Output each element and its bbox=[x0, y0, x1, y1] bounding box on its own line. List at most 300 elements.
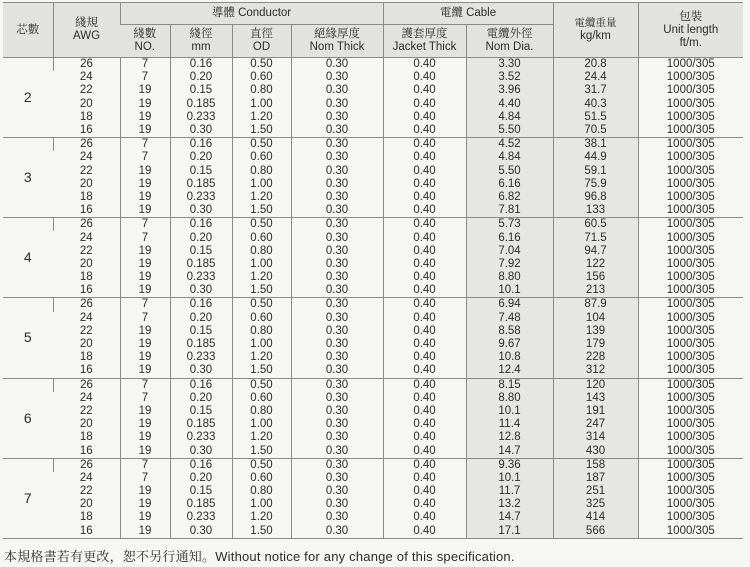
ins-cell: 0.30 bbox=[291, 392, 383, 405]
od-cell: 14.7 bbox=[466, 444, 553, 458]
wt-cell: 156 bbox=[553, 271, 638, 284]
ins-cell: 0.30 bbox=[291, 151, 383, 164]
awg-cell: 26 bbox=[53, 458, 120, 472]
ins-cell: 0.30 bbox=[291, 511, 383, 524]
wt-cell: 104 bbox=[553, 312, 638, 325]
dia-cell: 0.233 bbox=[170, 111, 232, 124]
awg-cell: 22 bbox=[79, 164, 93, 177]
pk-cell: 1000/305 bbox=[638, 218, 743, 232]
wt-cell: 38.1 bbox=[553, 138, 638, 152]
cod-cell: 1.50 bbox=[232, 364, 291, 378]
strands-cell: 19 bbox=[120, 165, 170, 178]
strands-cell: 7 bbox=[120, 378, 170, 392]
jk-cell: 0.40 bbox=[383, 151, 466, 164]
cod-cell: 1.50 bbox=[232, 204, 291, 218]
jk-cell: 0.40 bbox=[383, 191, 466, 204]
table-row bbox=[3, 338, 743, 351]
wt-cell: 228 bbox=[553, 351, 638, 364]
cod-cell: 0.60 bbox=[232, 392, 291, 405]
awg-cell: 24 bbox=[79, 151, 93, 164]
dia-cell: 0.233 bbox=[170, 191, 232, 204]
header-awg-cn: 綫規 bbox=[75, 17, 98, 29]
pk-cell: 1000/305 bbox=[638, 338, 743, 351]
awg-cell: 20 bbox=[79, 498, 93, 511]
od-cell: 7.04 bbox=[466, 245, 553, 258]
dia-cell: 0.233 bbox=[170, 511, 232, 524]
cod-cell: 0.80 bbox=[232, 165, 291, 178]
table-row bbox=[3, 351, 743, 364]
jk-cell: 0.40 bbox=[383, 485, 466, 498]
table-row bbox=[3, 312, 743, 325]
ins-cell: 0.30 bbox=[291, 204, 383, 218]
strands-cell: 7 bbox=[120, 392, 170, 405]
pk-cell: 1000/305 bbox=[638, 498, 743, 511]
wt-cell: 59.1 bbox=[553, 165, 638, 178]
cod-cell: 0.60 bbox=[232, 151, 291, 164]
pk-cell: 1000/305 bbox=[638, 165, 743, 178]
od-cell: 7.81 bbox=[466, 204, 553, 218]
ins-cell: 0.30 bbox=[291, 165, 383, 178]
pk-cell: 1000/305 bbox=[638, 418, 743, 431]
dia-cell: 0.233 bbox=[170, 271, 232, 284]
pk-cell: 1000/305 bbox=[638, 204, 743, 218]
dia-cell: 0.15 bbox=[170, 485, 232, 498]
dia-cell: 0.20 bbox=[170, 392, 232, 405]
cod-cell: 1.00 bbox=[232, 258, 291, 271]
ins-cell: 0.30 bbox=[291, 98, 383, 111]
strands-cell: 7 bbox=[120, 458, 170, 472]
od-cell: 13.2 bbox=[466, 498, 553, 511]
jk-cell: 0.40 bbox=[383, 511, 466, 524]
awg-cell: 16 bbox=[53, 124, 120, 138]
ins-cell: 0.30 bbox=[291, 444, 383, 458]
cod-cell: 1.00 bbox=[232, 178, 291, 191]
awg-cell: 22 bbox=[79, 84, 93, 97]
od-cell: 9.36 bbox=[466, 458, 553, 472]
header-strands-en: NO. bbox=[134, 41, 155, 53]
pk-cell: 1000/305 bbox=[638, 405, 743, 418]
wt-cell: 44.9 bbox=[553, 151, 638, 164]
wt-cell: 70.5 bbox=[553, 124, 638, 138]
table-row bbox=[3, 444, 743, 458]
awg-cell: 26 bbox=[53, 218, 120, 232]
table-row bbox=[3, 364, 743, 378]
strands-cell: 7 bbox=[120, 218, 170, 232]
od-cell: 12.8 bbox=[466, 431, 553, 444]
jk-cell: 0.40 bbox=[383, 98, 466, 111]
awg-cell: 24 bbox=[79, 71, 93, 84]
dia-cell: 0.16 bbox=[170, 58, 232, 72]
ins-cell: 0.30 bbox=[291, 364, 383, 378]
awg-cell: 20 bbox=[79, 177, 93, 190]
cod-cell: 0.80 bbox=[232, 325, 291, 338]
header-cond-od-en: OD bbox=[252, 41, 271, 53]
wt-cell: 96.8 bbox=[553, 191, 638, 204]
wt-cell: 325 bbox=[553, 498, 638, 511]
pk-cell: 1000/305 bbox=[638, 284, 743, 298]
awg-cell: 24 bbox=[79, 471, 93, 484]
wt-cell: 40.3 bbox=[553, 98, 638, 111]
cod-cell: 1.00 bbox=[232, 98, 291, 111]
awg-cell: 24 bbox=[79, 231, 93, 244]
cod-cell: 0.50 bbox=[232, 298, 291, 312]
cod-cell: 0.60 bbox=[232, 231, 291, 244]
ins-cell: 0.30 bbox=[291, 312, 383, 325]
pk-cell: 1000/305 bbox=[638, 245, 743, 258]
jk-cell: 0.40 bbox=[383, 284, 466, 298]
header-outer-dia bbox=[466, 25, 553, 58]
jk-cell: 0.40 bbox=[383, 124, 466, 138]
strands-cell: 19 bbox=[120, 245, 170, 258]
ins-cell: 0.30 bbox=[291, 431, 383, 444]
pk-cell: 1000/305 bbox=[638, 258, 743, 271]
ins-cell: 0.30 bbox=[291, 378, 383, 392]
footer-notice: 本規格書若有更改，恕不另行通知。Without notice for any change of this specification. bbox=[4, 549, 515, 564]
cable-spec-table bbox=[3, 3, 743, 539]
dia-cell: 0.16 bbox=[170, 298, 232, 312]
cod-cell: 1.50 bbox=[232, 525, 291, 539]
table-row bbox=[3, 431, 743, 444]
table-row bbox=[3, 525, 743, 539]
wt-cell: 430 bbox=[553, 444, 638, 458]
cod-cell: 0.80 bbox=[232, 485, 291, 498]
jk-cell: 0.40 bbox=[383, 431, 466, 444]
od-cell: 5.50 bbox=[466, 165, 553, 178]
strands-cell: 19 bbox=[120, 418, 170, 431]
header-strand-dia bbox=[170, 25, 232, 58]
wt-cell: 75.9 bbox=[553, 178, 638, 191]
jk-cell: 0.40 bbox=[383, 218, 466, 232]
jk-cell: 0.40 bbox=[383, 71, 466, 84]
wt-cell: 71.5 bbox=[553, 231, 638, 244]
table-row bbox=[3, 178, 743, 191]
cod-cell: 0.80 bbox=[232, 84, 291, 97]
cod-cell: 1.00 bbox=[232, 338, 291, 351]
dia-cell: 0.233 bbox=[170, 351, 232, 364]
dia-cell: 0.20 bbox=[170, 231, 232, 244]
ins-cell: 0.30 bbox=[291, 218, 383, 232]
wt-cell: 312 bbox=[553, 364, 638, 378]
wt-cell: 251 bbox=[553, 485, 638, 498]
cod-cell: 1.20 bbox=[232, 111, 291, 124]
od-cell: 4.84 bbox=[466, 111, 553, 124]
strands-cell: 7 bbox=[120, 151, 170, 164]
strands-cell: 19 bbox=[120, 204, 170, 218]
ins-cell: 0.30 bbox=[291, 71, 383, 84]
wt-cell: 414 bbox=[553, 511, 638, 524]
pk-cell: 1000/305 bbox=[638, 98, 743, 111]
strands-cell: 19 bbox=[120, 178, 170, 191]
od-cell: 7.92 bbox=[466, 258, 553, 271]
ins-cell: 0.30 bbox=[291, 351, 383, 364]
table-row bbox=[3, 124, 743, 138]
pk-cell: 1000/305 bbox=[638, 378, 743, 392]
table-header bbox=[3, 3, 743, 58]
strands-cell: 19 bbox=[120, 525, 170, 539]
awg-cell: 16 bbox=[53, 204, 120, 218]
dia-cell: 0.20 bbox=[170, 472, 232, 485]
strands-cell: 19 bbox=[120, 84, 170, 97]
wt-cell: 24.4 bbox=[553, 71, 638, 84]
dia-cell: 0.16 bbox=[170, 458, 232, 472]
pk-cell: 1000/305 bbox=[638, 138, 743, 152]
awg-cell: 18 bbox=[79, 190, 93, 203]
header-cond-od bbox=[232, 25, 291, 58]
od-cell: 11.4 bbox=[466, 418, 553, 431]
od-cell: 6.82 bbox=[466, 191, 553, 204]
dia-cell: 0.185 bbox=[170, 98, 232, 111]
header-cores: 芯數 bbox=[3, 3, 53, 58]
header-awg bbox=[53, 3, 120, 58]
strands-cell: 19 bbox=[120, 444, 170, 458]
pk-cell: 1000/305 bbox=[638, 71, 743, 84]
strands-cell: 7 bbox=[120, 231, 170, 244]
cores-cell: 2 bbox=[3, 58, 53, 138]
awg-cell: 24 bbox=[79, 391, 93, 404]
jk-cell: 0.40 bbox=[383, 444, 466, 458]
pk-cell: 1000/305 bbox=[638, 111, 743, 124]
table-row bbox=[3, 218, 743, 232]
awg-cell: 22 bbox=[79, 404, 93, 417]
awg-cell: 22 bbox=[79, 324, 93, 337]
table-row bbox=[3, 271, 743, 284]
od-cell: 10.1 bbox=[466, 472, 553, 485]
od-cell: 3.96 bbox=[466, 84, 553, 97]
cod-cell: 0.50 bbox=[232, 218, 291, 232]
od-cell: 6.16 bbox=[466, 178, 553, 191]
dia-cell: 0.185 bbox=[170, 418, 232, 431]
ins-cell: 0.30 bbox=[291, 178, 383, 191]
dia-cell: 0.233 bbox=[170, 431, 232, 444]
cod-cell: 1.00 bbox=[232, 418, 291, 431]
table-row bbox=[3, 245, 743, 258]
table-row bbox=[3, 325, 743, 338]
pk-cell: 1000/305 bbox=[638, 271, 743, 284]
table-row bbox=[3, 378, 743, 392]
ins-cell: 0.30 bbox=[291, 58, 383, 72]
cod-cell: 0.50 bbox=[232, 138, 291, 152]
jk-cell: 0.40 bbox=[383, 84, 466, 97]
awg-cell: 26 bbox=[53, 138, 120, 152]
strands-cell: 19 bbox=[120, 271, 170, 284]
cod-cell: 1.00 bbox=[232, 498, 291, 511]
dia-cell: 0.30 bbox=[170, 444, 232, 458]
header-cond-od-cn: 直徑 bbox=[250, 28, 273, 40]
header-jacket bbox=[383, 25, 466, 58]
od-cell: 8.15 bbox=[466, 378, 553, 392]
awg-cell: 20 bbox=[79, 418, 93, 431]
ins-cell: 0.30 bbox=[291, 284, 383, 298]
header-strands bbox=[120, 25, 170, 58]
table-row bbox=[3, 58, 743, 72]
ins-cell: 0.30 bbox=[291, 418, 383, 431]
pk-cell: 1000/305 bbox=[638, 312, 743, 325]
pk-cell: 1000/305 bbox=[638, 511, 743, 524]
awg-cell: 20 bbox=[79, 338, 93, 351]
wt-cell: 247 bbox=[553, 418, 638, 431]
cod-cell: 1.20 bbox=[232, 191, 291, 204]
cod-cell: 0.50 bbox=[232, 378, 291, 392]
jk-cell: 0.40 bbox=[383, 325, 466, 338]
cod-cell: 0.60 bbox=[232, 472, 291, 485]
ins-cell: 0.30 bbox=[291, 124, 383, 138]
strands-cell: 19 bbox=[120, 485, 170, 498]
ins-cell: 0.30 bbox=[291, 472, 383, 485]
jk-cell: 0.40 bbox=[383, 258, 466, 271]
od-cell: 3.30 bbox=[466, 58, 553, 72]
awg-cell: 16 bbox=[53, 284, 120, 298]
strands-cell: 19 bbox=[120, 338, 170, 351]
awg-cell: 18 bbox=[79, 110, 93, 123]
wt-cell: 60.5 bbox=[553, 218, 638, 232]
header-pack-cn: 包裝 bbox=[679, 10, 703, 23]
jk-cell: 0.40 bbox=[383, 111, 466, 124]
dia-cell: 0.15 bbox=[170, 405, 232, 418]
table-row bbox=[3, 485, 743, 498]
od-cell: 4.40 bbox=[466, 98, 553, 111]
jk-cell: 0.40 bbox=[383, 472, 466, 485]
cod-cell: 0.60 bbox=[232, 312, 291, 325]
pk-cell: 1000/305 bbox=[638, 364, 743, 378]
ins-cell: 0.30 bbox=[291, 525, 383, 539]
od-cell: 6.16 bbox=[466, 231, 553, 244]
wt-cell: 191 bbox=[553, 405, 638, 418]
od-cell: 10.8 bbox=[466, 351, 553, 364]
jk-cell: 0.40 bbox=[383, 405, 466, 418]
wt-cell: 87.9 bbox=[553, 298, 638, 312]
cores-cell: 3 bbox=[3, 138, 53, 218]
wt-cell: 179 bbox=[553, 338, 638, 351]
jk-cell: 0.40 bbox=[383, 231, 466, 244]
strands-cell: 19 bbox=[120, 431, 170, 444]
cod-cell: 0.80 bbox=[232, 405, 291, 418]
table-row bbox=[3, 392, 743, 405]
od-cell: 10.1 bbox=[466, 284, 553, 298]
pk-cell: 1000/305 bbox=[638, 351, 743, 364]
pk-cell: 1000/305 bbox=[638, 325, 743, 338]
od-cell: 17.1 bbox=[466, 525, 553, 539]
ins-cell: 0.30 bbox=[291, 111, 383, 124]
table-row bbox=[3, 191, 743, 204]
strands-cell: 19 bbox=[120, 191, 170, 204]
table-row bbox=[3, 472, 743, 485]
jk-cell: 0.40 bbox=[383, 498, 466, 511]
ins-cell: 0.30 bbox=[291, 138, 383, 152]
cod-cell: 0.60 bbox=[232, 71, 291, 84]
strands-cell: 19 bbox=[120, 325, 170, 338]
jk-cell: 0.40 bbox=[383, 178, 466, 191]
dia-cell: 0.16 bbox=[170, 218, 232, 232]
jk-cell: 0.40 bbox=[383, 525, 466, 539]
awg-cell: 26 bbox=[53, 58, 120, 72]
ins-cell: 0.30 bbox=[291, 245, 383, 258]
strands-cell: 19 bbox=[120, 124, 170, 138]
strands-cell: 19 bbox=[120, 364, 170, 378]
strands-cell: 19 bbox=[120, 498, 170, 511]
od-cell: 3.52 bbox=[466, 71, 553, 84]
dia-cell: 0.185 bbox=[170, 498, 232, 511]
pk-cell: 1000/305 bbox=[638, 392, 743, 405]
jk-cell: 0.40 bbox=[383, 165, 466, 178]
table-row bbox=[3, 298, 743, 312]
header-insulation-cn: 絕緣厚度 bbox=[314, 28, 360, 40]
strands-cell: 7 bbox=[120, 138, 170, 152]
cod-cell: 0.50 bbox=[232, 58, 291, 72]
cod-cell: 1.20 bbox=[232, 271, 291, 284]
strands-cell: 19 bbox=[120, 511, 170, 524]
pk-cell: 1000/305 bbox=[638, 231, 743, 244]
pk-cell: 1000/305 bbox=[638, 124, 743, 138]
awg-cell: 16 bbox=[53, 444, 120, 458]
strands-cell: 19 bbox=[120, 98, 170, 111]
cod-cell: 1.20 bbox=[232, 511, 291, 524]
ins-cell: 0.30 bbox=[291, 485, 383, 498]
table-row bbox=[3, 151, 743, 164]
table-row bbox=[3, 418, 743, 431]
header-strand-dia-cn: 綫徑 bbox=[189, 28, 213, 40]
ins-cell: 0.30 bbox=[291, 258, 383, 271]
od-cell: 14.7 bbox=[466, 511, 553, 524]
strands-cell: 19 bbox=[120, 258, 170, 271]
wt-cell: 314 bbox=[553, 431, 638, 444]
cores-cell: 6 bbox=[3, 378, 53, 458]
od-cell: 9.67 bbox=[466, 338, 553, 351]
table-row bbox=[3, 511, 743, 524]
header-insulation-en: Nom Thick bbox=[309, 41, 365, 53]
pk-cell: 1000/305 bbox=[638, 472, 743, 485]
table-row bbox=[3, 204, 743, 218]
header-pack-unit: ft/m. bbox=[679, 36, 702, 49]
header-cable: 電纜 Cable bbox=[383, 3, 553, 25]
strands-cell: 7 bbox=[120, 71, 170, 84]
ins-cell: 0.30 bbox=[291, 405, 383, 418]
awg-cell: 20 bbox=[79, 97, 93, 110]
awg-cell: 16 bbox=[53, 525, 120, 539]
header-jacket-cn: 護套厚度 bbox=[401, 28, 448, 40]
pk-cell: 1000/305 bbox=[638, 485, 743, 498]
table-row bbox=[3, 111, 743, 124]
header-pack bbox=[638, 3, 743, 58]
wt-cell: 122 bbox=[553, 258, 638, 271]
pk-cell: 1000/305 bbox=[638, 191, 743, 204]
table-row bbox=[3, 165, 743, 178]
pk-cell: 1000/305 bbox=[638, 444, 743, 458]
cores-cell: 5 bbox=[3, 298, 53, 378]
dia-cell: 0.30 bbox=[170, 525, 232, 539]
header-pack-en: Unit length bbox=[663, 23, 719, 36]
jk-cell: 0.40 bbox=[383, 312, 466, 325]
ins-cell: 0.30 bbox=[291, 338, 383, 351]
dia-cell: 0.15 bbox=[170, 165, 232, 178]
jk-cell: 0.40 bbox=[383, 351, 466, 364]
ins-cell: 0.30 bbox=[291, 325, 383, 338]
wt-cell: 143 bbox=[553, 392, 638, 405]
ins-cell: 0.30 bbox=[291, 84, 383, 97]
awg-cell: 18 bbox=[79, 511, 93, 524]
od-cell: 6.94 bbox=[466, 298, 553, 312]
od-cell: 7.48 bbox=[466, 312, 553, 325]
strands-cell: 7 bbox=[120, 298, 170, 312]
od-cell: 4.84 bbox=[466, 151, 553, 164]
header-insulation bbox=[291, 25, 383, 58]
table-row bbox=[3, 71, 743, 84]
jk-cell: 0.40 bbox=[383, 364, 466, 378]
dia-cell: 0.15 bbox=[170, 84, 232, 97]
wt-cell: 51.5 bbox=[553, 111, 638, 124]
awg-cell: 26 bbox=[53, 298, 120, 312]
table-row bbox=[3, 405, 743, 418]
wt-cell: 94.7 bbox=[553, 245, 638, 258]
